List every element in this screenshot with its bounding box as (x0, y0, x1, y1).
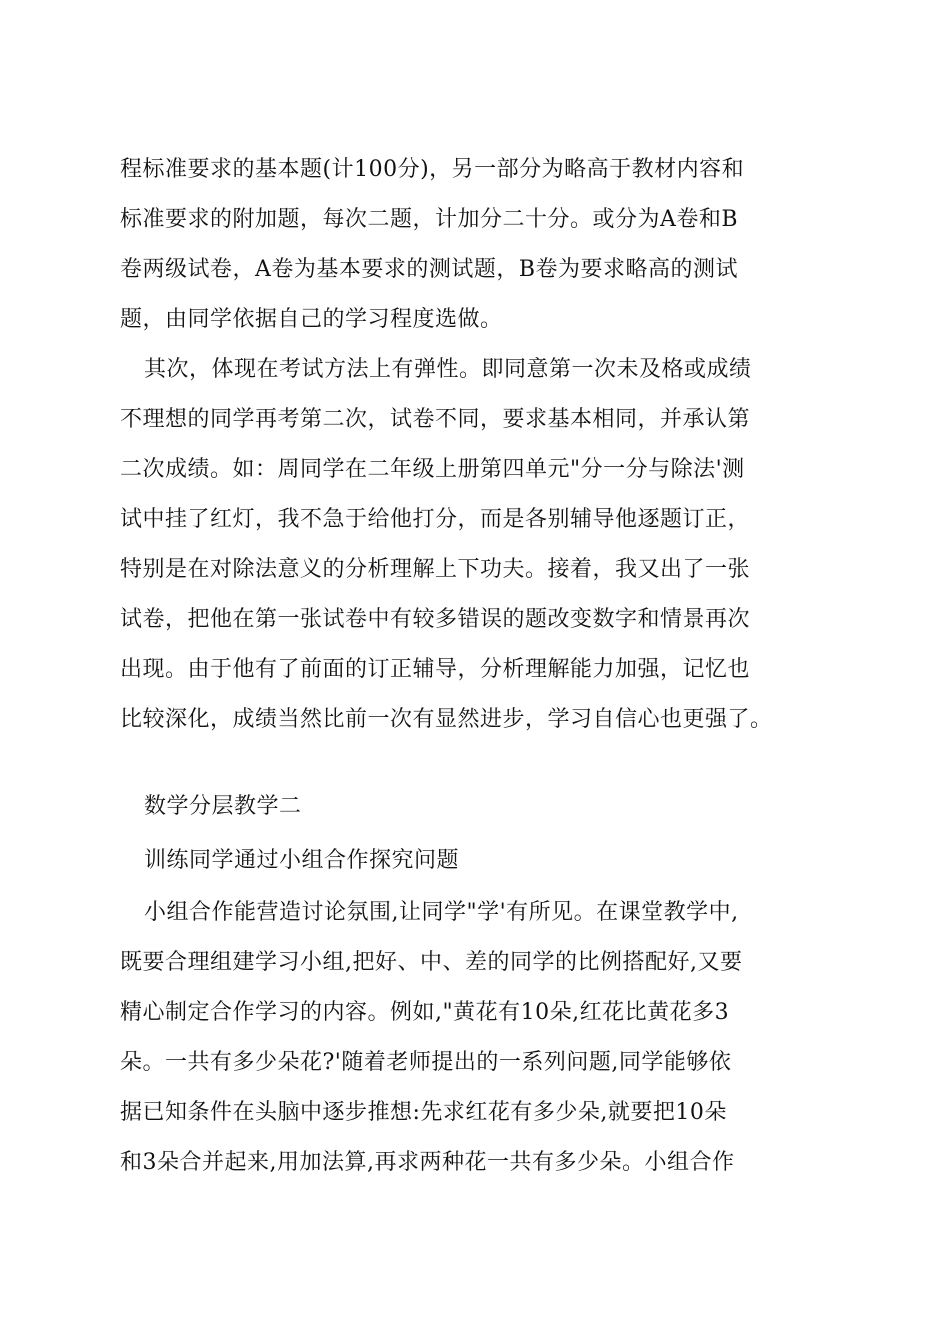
text-line: 二次成绩。如：周同学在二年级上册第四单元"分一分与除法'测 (120, 457, 745, 482)
paragraph-group-1 (120, 145, 840, 745)
text-line: 题，由同学依据自己的学习程度选做。 (120, 307, 503, 332)
text-line: 小组合作能营造讨论氛围,让同学"学'有所见。在课堂教学中, (144, 900, 739, 925)
text-line: 比较深化，成绩当然比前一次有显然进步，学习自信心也更强了。 (120, 707, 773, 732)
section-title: 数学分层教学二 (144, 794, 302, 819)
text-line: 据已知条件在头脑中逐步推想:先求红花有多少朵,就要把10朵 (120, 1100, 727, 1125)
text-line: 程标准要求的基本题(计100分)，另一部分为略高于教材内容和 (120, 157, 745, 182)
text-line: 特别是在对除法意义的分析理解上下功夫。接着，我又出了一张 (120, 557, 751, 582)
text-line: 试卷，把他在第一张试卷中有较多错误的题改变数字和情景再次 (120, 607, 751, 632)
text-line: 不理想的同学再考第二次，试卷不同，要求基本相同，并承认第 (120, 407, 751, 432)
text-line: 其次，体现在考试方法上有弹性。即同意第一次未及格或成绩 (144, 357, 752, 382)
text-line: 卷两级试卷，A卷为基本要求的测试题，B卷为要求略高的测试 (120, 257, 739, 282)
text-line: 既要合理组建学习小组,把好、中、差的同学的比例搭配好,又要 (120, 950, 743, 975)
paragraph-group-2 (120, 780, 840, 1188)
section-subtitle: 训练同学通过小组合作探究问题 (144, 848, 460, 873)
text-line: 试中挂了红灯，我不急于给他打分，而是各别辅导他逐题订正， (120, 507, 751, 532)
text-line: 朵。一共有多少朵花?'随着老师提出的一系列问题,同学能够依 (120, 1050, 732, 1075)
text-line: 精心制定合作学习的内容。例如,"黄花有10朵,红花比黄花多3 (120, 1000, 730, 1025)
text-line: 标准要求的附加题，每次二题，计加分二十分。或分为A卷和B (120, 207, 739, 232)
text-line: 出现。由于他有了前面的订正辅导，分析理解能力加强，记忆也 (120, 657, 751, 682)
text-line: 和3朵合并起来,用加法算,再求两种花一共有多少朵。小组合作 (120, 1150, 735, 1175)
